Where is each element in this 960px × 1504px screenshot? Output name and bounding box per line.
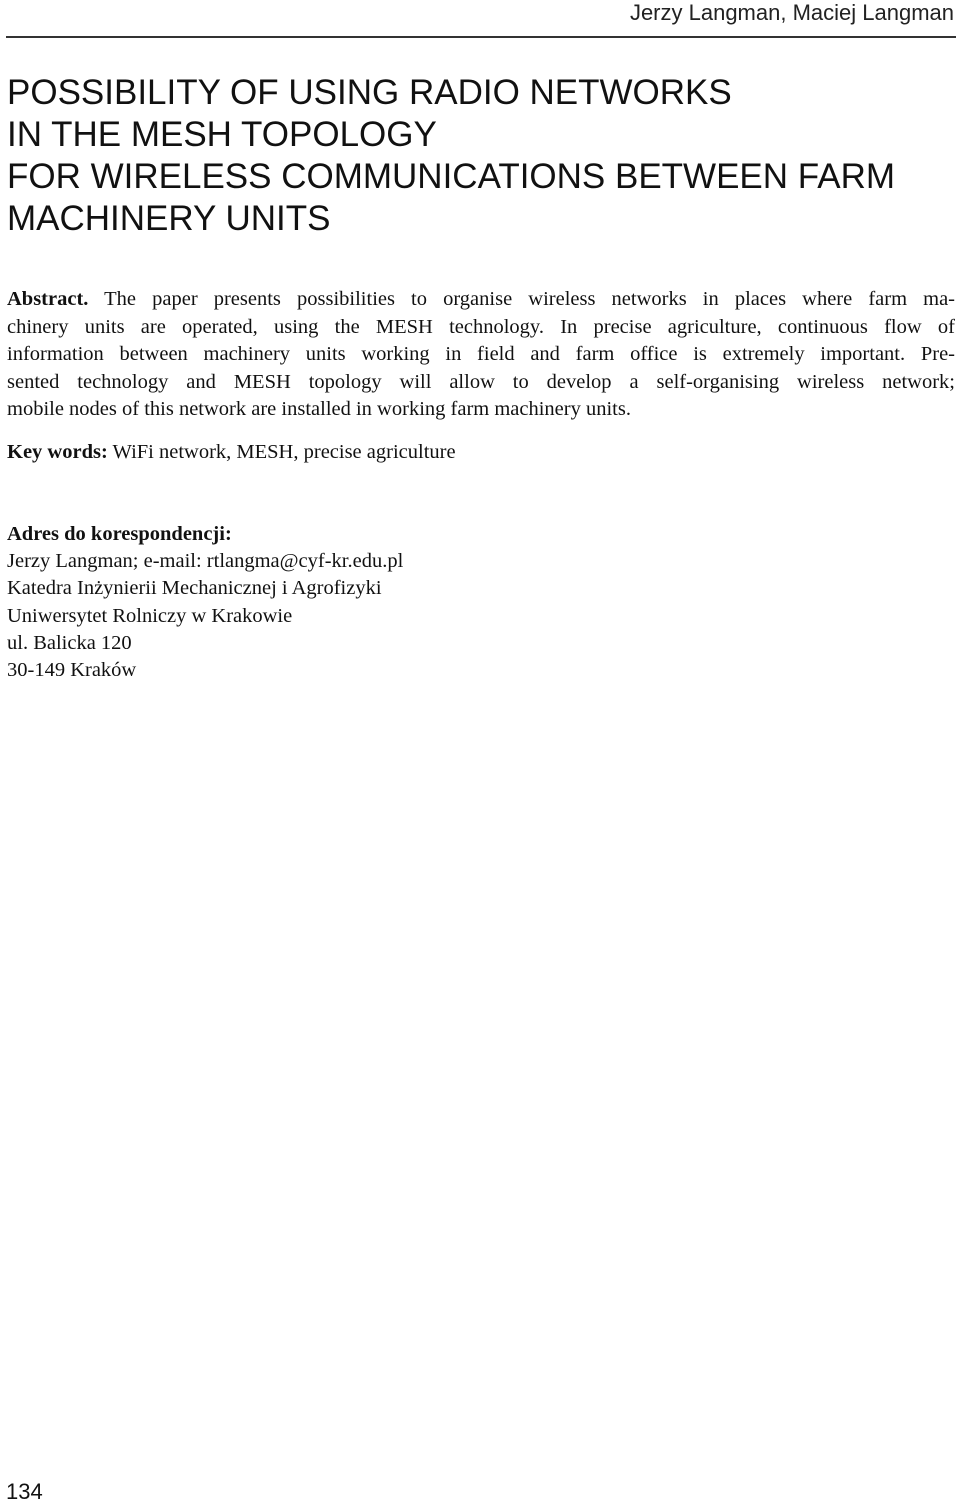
abstract-line: chinery units are operated, using the MESH technology. In precise agriculture, continuous flow of: [7, 315, 955, 338]
keywords-text: WiFi network, MESH, precise agriculture: [107, 441, 456, 463]
title-line: FOR WIRELESS COMMUNICATIONS BETWEEN FARM: [7, 157, 896, 196]
title-line: IN THE MESH TOPOLOGY: [7, 115, 437, 154]
correspondence-block: [7, 521, 403, 684]
correspondence-line: Katedra Inżynierii Mechanicznej i Agrofizyki: [7, 577, 382, 600]
title-line: POSSIBILITY OF USING RADIO NETWORKS: [7, 73, 732, 112]
running-header-authors: Jerzy Langman, Maciej Langman: [629, 0, 954, 25]
abstract-line: information between machinery units working in field and farm office is extremely important. Pre-: [7, 343, 955, 366]
paper-title: [7, 72, 947, 240]
correspondence-line: Uniwersytet Rolniczy w Krakowie: [7, 604, 293, 627]
abstract-text: The paper presents possibilities to organise wireless networks in places where farm ma-: [88, 288, 955, 310]
abstract-line: sented technology and MESH topology will allow to develop a self-organising wireless network;: [7, 370, 955, 393]
abstract-line: mobile nodes of this network are installed in working farm machinery units.: [7, 398, 631, 421]
correspondence-line: 30-149 Kraków: [7, 659, 137, 682]
abstract: [7, 286, 955, 424]
title-line: MACHINERY UNITS: [7, 199, 331, 238]
page-number: 134: [6, 1479, 43, 1504]
correspondence-line: ul. Balicka 120: [7, 631, 132, 654]
header-rule: [6, 36, 956, 38]
correspondence-label: Adres do korespondencji:: [7, 523, 232, 545]
abstract-label: Abstract.: [7, 288, 89, 310]
correspondence-line: Jerzy Langman; e-mail: rtlangma@cyf-kr.edu.pl: [7, 550, 404, 573]
keywords: [7, 439, 456, 466]
keywords-label: Key words:: [7, 441, 108, 463]
abstract-line: [7, 286, 955, 314]
